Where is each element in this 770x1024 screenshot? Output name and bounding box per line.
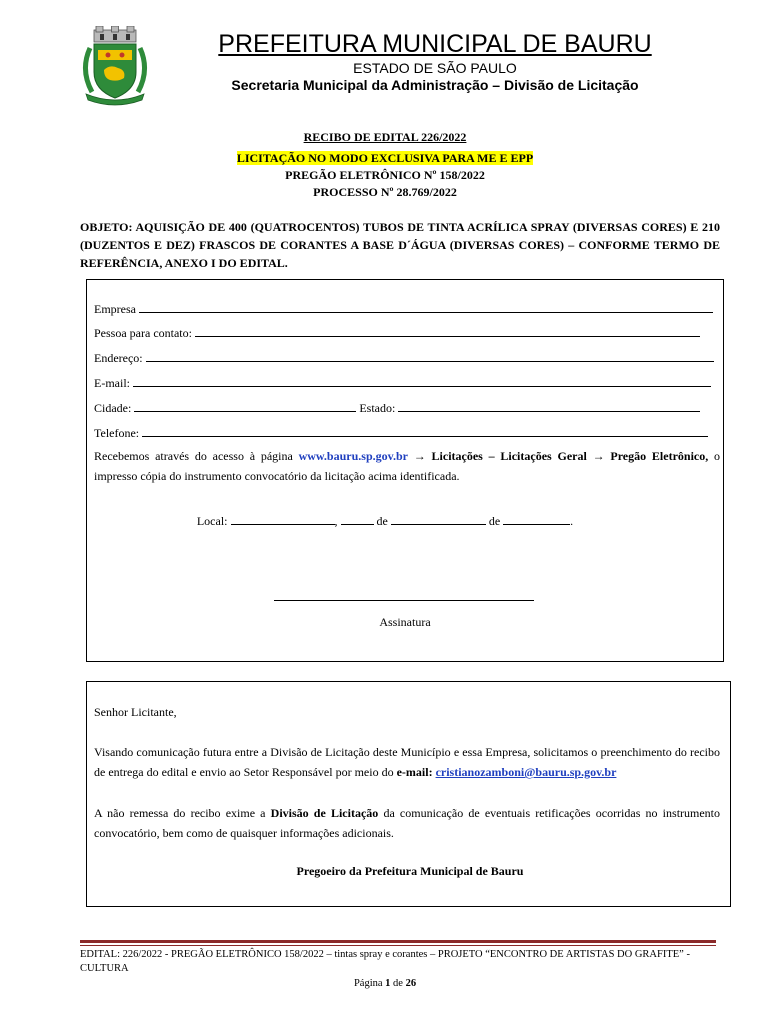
processo-number: PROCESSO Nº 28.769/2022 xyxy=(313,185,457,199)
cidade-estado-row xyxy=(94,401,700,415)
signature-line[interactable] xyxy=(274,600,534,601)
municipal-coat-of-arms-icon xyxy=(80,26,150,106)
telefone-field[interactable] xyxy=(94,426,708,440)
signature-label: Assinatura xyxy=(379,615,431,629)
email-label: E-mail: xyxy=(94,376,130,390)
notice-paragraph-2: A não remessa do recibo exime a Divisão de Licitação da comunicação de eventuais retificações ocorridas no instrumento convocatório, bem como de quaisquer informações adicionais. xyxy=(94,806,721,840)
email-field[interactable] xyxy=(94,376,711,390)
telefone-label: Telefone: xyxy=(94,426,140,440)
estado-field[interactable] xyxy=(359,401,700,415)
cidade-label: Cidade: xyxy=(94,401,132,415)
estado-label: Estado: xyxy=(359,401,396,415)
greeting: Senhor Licitante, xyxy=(94,705,177,719)
endereco-label: Endereço: xyxy=(94,351,143,365)
empresa-field[interactable] xyxy=(94,302,713,316)
pregao-number: PREGÃO ELETRÔNICO Nº 158/2022 xyxy=(285,168,485,182)
header-state: ESTADO DE SÃO PAULO xyxy=(353,60,517,76)
signoff: Pregoeiro da Prefeitura Municipal de Bauru xyxy=(296,864,524,878)
footer-rule-thick xyxy=(80,940,716,943)
bauru-site-link[interactable]: www.bauru.sp.gov.br xyxy=(298,449,408,463)
local-date-line[interactable]: Local: , de de . xyxy=(196,514,574,528)
receipt-title: RECIBO DE EDITAL 226/2022 xyxy=(303,130,467,144)
contato-field[interactable] xyxy=(94,326,700,340)
objeto-description: OBJETO: AQUISIÇÃO DE 400 (QUATROCENTOS) TUBOS DE TINTA ACRÍLICA SPRAY (DIVERSAS CORES) E 210 (DUZENTOS E DEZ) FRASCOS DE CORANTES A BASE D´ÁGUA (DIVERSAS CORES) – CONFORME TERMO DE REFERÊNCIA, ANEXO I DO EDITAL. xyxy=(80,220,720,270)
footer-rule-thin xyxy=(80,945,716,946)
page-number: Página 1 de 26 xyxy=(353,978,417,989)
exclusive-notice: LICITAÇÃO NO MODO EXCLUSIVA PARA ME E EPP xyxy=(236,151,534,165)
header-title: PREFEITURA MUNICIPAL DE BAURU xyxy=(218,30,652,58)
endereco-field[interactable] xyxy=(94,351,714,365)
empresa-label: Empresa xyxy=(94,302,136,316)
cidade-field[interactable] xyxy=(94,401,356,415)
contact-email-link[interactable]: cristianozamboni@bauru.sp.gov.br xyxy=(435,765,617,779)
header-department: Secretaria Municipal da Administração – Divisão de Licitação xyxy=(231,77,639,93)
contato-label: Pessoa para contato: xyxy=(94,326,192,340)
received-statement: Recebemos através do acesso à página www.bauru.sp.gov.br → Licitações – Licitações Geral → Pregão Eletrônico, o impresso cópia do instrumento convocatório da licitação acima identificada. xyxy=(94,449,721,483)
footer-text: EDITAL: 226/2022 - PREGÃO ELETRÔNICO 158/2022 – tintas spray e corantes – PROJETO “ENCONTRO DE ARTISTAS DO GRAFITE” - CULTURA xyxy=(80,949,690,974)
notice-paragraph-1: Visando comunicação futura entre a Divisão de Licitação deste Município e essa Empresa, solicitamos o preenchimento do recibo de entrega do edital e envio ao Setor Responsável por meio do e-mail: cristianozamboni@bauru.sp.gov.br xyxy=(94,745,720,779)
